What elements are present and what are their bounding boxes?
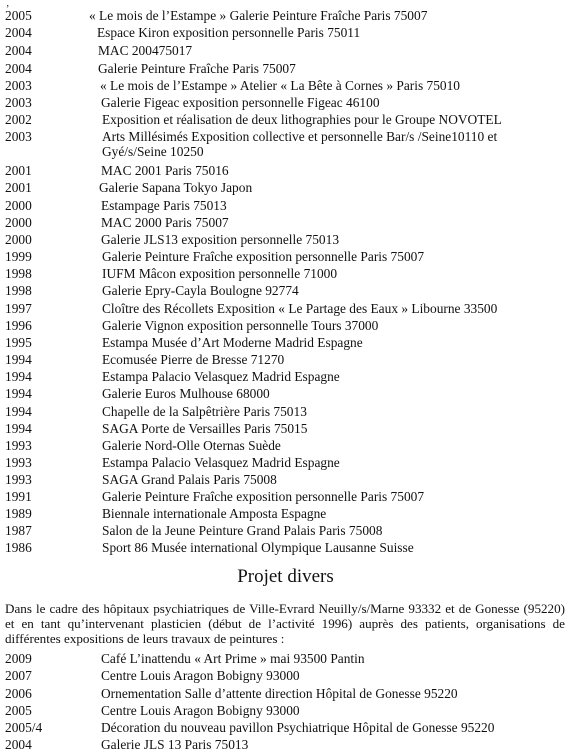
exhibition-text: MAC 2000 Paris 75007 [101,215,229,230]
project-text: Ornementation Salle d’attente direction Hôpital de Gonesse 95220 [101,686,458,701]
project-year: 2005 [5,703,32,718]
exhibition-year: 1994 [5,404,32,419]
exhibition-text: Espace Kiron exposition personnelle Paris 75011 [97,25,361,40]
exhibition-year: 2004 [5,43,32,58]
exhibition-year: 1998 [5,283,32,298]
exhibition-text: « Le mois de l’Estampe » Atelier « La Bête à Cornes » Paris 75010 [100,78,460,93]
exhibition-year: 2003 [5,78,32,93]
exhibition-text: Estampa Musée d’Art Moderne Madrid Espagne [102,335,363,350]
exhibition-text: Galerie Peinture Fraîche Paris 75007 [98,61,296,76]
exhibition-text: Galerie Figeac exposition personnelle Figeac 46100 [101,95,380,110]
exhibition-text: Galerie Sapana Tokyo Japon [99,180,253,195]
exhibition-year: 2004 [5,25,32,40]
exhibition-text: IUFM Mâcon exposition personnelle 71000 [102,266,338,281]
exhibition-year: 1987 [5,523,32,538]
project-year: 2006 [5,686,32,701]
project-year: 2007 [5,668,32,683]
exhibition-year: 1994 [5,369,32,384]
exhibition-text: Galerie Euros Mulhouse 68000 [102,386,270,401]
exhibition-year: 1986 [5,540,32,555]
exhibition-year: 2000 [5,215,32,230]
project-text: Décoration du nouveau pavillon Psychiatrique Hôpital de Gonesse 95220 [101,720,495,735]
exhibition-year: 2000 [5,198,32,213]
exhibition-year: 1994 [5,421,32,436]
exhibition-text: Chapelle de la Salpêtrière Paris 75013 [102,404,307,419]
exhibition-year: 2003 [5,95,32,110]
project-year: 2009 [5,651,32,666]
exhibition-year: 1996 [5,318,32,333]
project-year: 2005/4 [5,720,43,735]
exhibition-year: 1994 [5,386,32,401]
exhibition-year: 1993 [5,455,32,470]
project-text: Centre Louis Aragon Bobigny 93000 [101,703,300,718]
exhibition-text: Galerie JLS13 exposition personnelle 75013 [101,232,340,247]
exhibition-year: 2001 [5,163,32,178]
exhibition-text: Estampa Palacio Velasquez Madrid Espagne [102,455,340,470]
exhibition-text: Galerie Peinture Fraîche exposition personnelle Paris 75007 [102,249,425,264]
exhibition-text: Arts Millésimés Exposition collective et personnelle Bar/s /Seine10110 et Gyé/s/Seine 10250 [102,129,498,159]
stray-mark: ‚ [6,0,10,9]
exhibition-text: Galerie Peinture Fraîche exposition personnelle Paris 75007 [102,489,425,504]
exhibition-text: MAC 2001 Paris 75016 [101,163,229,178]
exhibition-text: Exposition et réalisation de deux lithographies pour le Groupe NOVOTEL [102,112,502,127]
project-text: Centre Louis Aragon Bobigny 93000 [101,668,300,683]
exhibition-year: 2000 [5,232,32,247]
exhibition-text: Biennale internationale Amposta Espagne [102,506,327,521]
exhibition-year: 1997 [5,301,32,316]
exhibition-text: Cloître des Récollets Exposition « Le Partage des Eaux » Libourne 33500 [102,301,498,316]
exhibition-year: 1993 [5,472,32,487]
exhibition-text: Galerie Epry-Cayla Boulogne 92774 [102,283,299,298]
project-text: Galerie JLS 13 Paris 75013 [101,737,249,752]
exhibition-text: SAGA Grand Palais Paris 75008 [102,472,277,487]
exhibition-text: Sport 86 Musée international Olympique Lausanne Suisse [102,540,414,555]
exhibition-text: Salon de la Jeune Peinture Grand Palais Paris 75008 [102,523,383,538]
exhibition-text: MAC 200475017 [98,43,193,58]
exhibition-text: Estampage Paris 75013 [101,198,227,213]
project-year: 2004 [5,737,32,752]
exhibition-text: « Le mois de l’Estampe » Galerie Peinture Fraîche Paris 75007 [89,8,428,23]
exhibition-year: 1991 [5,489,32,504]
exhibition-year: 2002 [5,112,32,127]
exhibition-year: 2005 [5,8,32,23]
exhibition-year: 2001 [5,180,32,195]
exhibition-year: 2003 [5,129,32,144]
exhibition-year: 1999 [5,249,32,264]
exhibition-text: Galerie Nord-Olle Oternas Suède [102,438,281,453]
exhibition-year: 1994 [5,352,32,367]
exhibition-text: SAGA Porte de Versailles Paris 75015 [102,421,308,436]
exhibition-text: Estampa Palacio Velasquez Madrid Espagne [102,369,340,384]
exhibition-year: 1989 [5,506,32,521]
exhibition-text: Galerie Vignon exposition personnelle Tours 37000 [102,318,379,333]
section-title: Projet divers [237,566,334,587]
exhibition-year: 1993 [5,438,32,453]
project-text: Café L’inattendu « Art Prime » mai 93500 Pantin [101,651,365,666]
exhibition-year: 1995 [5,335,32,350]
intro-paragraph: Dans le cadre des hôpitaux psychiatriques de Ville-Evrard Neuilly/s/Marne 93332 et de Gonesse (95220) et en tant qu’intervenant plasticien (début de l’activité 1996) auprès des patients, organisations de différentes expositions de leurs travaux de peintures : [5,601,565,646]
exhibition-year: 1998 [5,266,32,281]
exhibition-year: 2004 [5,61,32,76]
exhibition-text: Ecomusée Pierre de Bresse 71270 [102,352,285,367]
